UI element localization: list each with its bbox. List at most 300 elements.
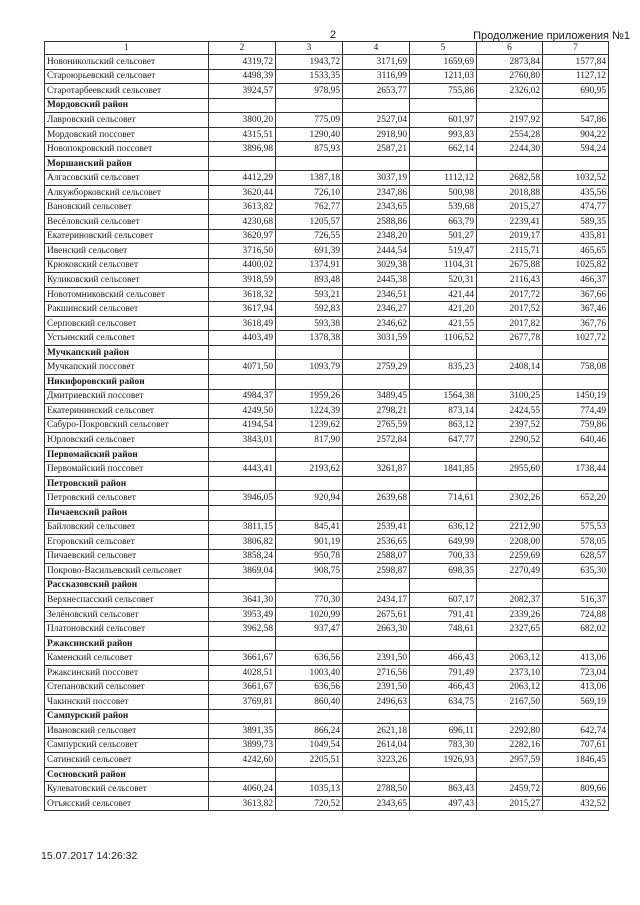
column-header: 7 xyxy=(543,42,609,55)
district-name: Мучкапский район xyxy=(45,345,209,360)
empty-cell xyxy=(477,636,543,651)
value-cell: 783,30 xyxy=(410,738,477,753)
table-row xyxy=(45,389,609,404)
value-cell: 2424,55 xyxy=(477,404,543,419)
value-cell: 3869,04 xyxy=(209,564,276,579)
value-cell: 466,43 xyxy=(410,680,477,695)
column-header: 4 xyxy=(343,42,410,55)
table-row xyxy=(45,651,609,666)
settlement-name: Каменский сельсовет xyxy=(45,651,209,666)
value-cell: 539,68 xyxy=(410,200,477,215)
empty-cell xyxy=(543,505,609,520)
value-cell: 647,77 xyxy=(410,433,477,448)
empty-cell xyxy=(343,156,410,171)
value-cell: 698,35 xyxy=(410,564,477,579)
value-cell: 2302,26 xyxy=(477,491,543,506)
district-name: Сосновский район xyxy=(45,767,209,782)
empty-cell xyxy=(543,476,609,491)
value-cell: 367,66 xyxy=(543,287,609,302)
value-cell: 652,20 xyxy=(543,491,609,506)
empty-cell xyxy=(343,709,410,724)
value-cell: 2397,52 xyxy=(477,418,543,433)
value-cell: 3918,59 xyxy=(209,273,276,288)
value-cell: 3924,57 xyxy=(209,84,276,99)
value-cell: 723,04 xyxy=(543,665,609,680)
value-cell: 2018,88 xyxy=(477,185,543,200)
empty-cell xyxy=(543,636,609,651)
district-name: Никифоровский район xyxy=(45,375,209,390)
column-header: 1 xyxy=(45,42,209,55)
print-timestamp: 15.07.2017 14:26:32 xyxy=(41,850,138,862)
settlement-name: Егоровский сельсовет xyxy=(45,535,209,550)
value-cell: 3641,30 xyxy=(209,593,276,608)
settlement-name: Степановский сельсовет xyxy=(45,680,209,695)
value-cell: 1374,91 xyxy=(276,258,343,273)
settlement-name: Сампурский сельсовет xyxy=(45,738,209,753)
empty-cell xyxy=(543,767,609,782)
table-row xyxy=(45,185,609,200)
empty-cell xyxy=(276,447,343,462)
value-cell: 2434,17 xyxy=(343,593,410,608)
settlement-name: Сатинский сельсовет xyxy=(45,753,209,768)
data-table xyxy=(44,41,609,811)
empty-cell xyxy=(276,345,343,360)
value-cell: 2716,56 xyxy=(343,665,410,680)
value-cell: 2639,68 xyxy=(343,491,410,506)
value-cell: 2588,86 xyxy=(343,215,410,230)
empty-cell xyxy=(477,578,543,593)
column-header: 5 xyxy=(410,42,477,55)
settlement-name: Дмитриевский поссовет xyxy=(45,389,209,404)
settlement-name: Чакинский поссовет xyxy=(45,695,209,710)
settlement-name: Вановский сельсовет xyxy=(45,200,209,215)
value-cell: 3620,44 xyxy=(209,185,276,200)
value-cell: 817,90 xyxy=(276,433,343,448)
value-cell: 2408,14 xyxy=(477,360,543,375)
value-cell: 636,12 xyxy=(410,520,477,535)
settlement-name: Алгасовский сельсовет xyxy=(45,171,209,186)
value-cell: 904,22 xyxy=(543,127,609,142)
empty-cell xyxy=(343,375,410,390)
empty-cell xyxy=(209,447,276,462)
value-cell: 1387,18 xyxy=(276,171,343,186)
value-cell: 726,10 xyxy=(276,185,343,200)
value-cell: 1104,31 xyxy=(410,258,477,273)
value-cell: 2765,59 xyxy=(343,418,410,433)
settlement-name: Новоникольский сельсовет xyxy=(45,55,209,70)
value-cell: 2082,37 xyxy=(477,593,543,608)
value-cell: 759,86 xyxy=(543,418,609,433)
value-cell: 1003,40 xyxy=(276,665,343,680)
value-cell: 2496,63 xyxy=(343,695,410,710)
table-row xyxy=(45,782,609,797)
table-row xyxy=(45,273,609,288)
settlement-name: Мордовский поссовет xyxy=(45,127,209,142)
table-row xyxy=(45,244,609,259)
value-cell: 2270,49 xyxy=(477,564,543,579)
value-cell: 748,61 xyxy=(410,622,477,637)
value-cell: 636,56 xyxy=(276,651,343,666)
value-cell: 2343,65 xyxy=(343,796,410,811)
table-row xyxy=(45,680,609,695)
empty-cell xyxy=(477,156,543,171)
value-cell: 4319,72 xyxy=(209,55,276,70)
settlement-name: Новопокровский поссовет xyxy=(45,142,209,157)
value-cell: 4403,49 xyxy=(209,331,276,346)
value-cell: 634,75 xyxy=(410,695,477,710)
empty-cell xyxy=(410,709,477,724)
empty-cell xyxy=(209,156,276,171)
empty-cell xyxy=(410,447,477,462)
empty-cell xyxy=(343,476,410,491)
value-cell: 1127,12 xyxy=(543,69,609,84)
empty-cell xyxy=(209,578,276,593)
value-cell: 920,94 xyxy=(276,491,343,506)
table-row xyxy=(45,69,609,84)
table-row xyxy=(45,549,609,564)
value-cell: 2063,12 xyxy=(477,680,543,695)
value-cell: 1211,03 xyxy=(410,69,477,84)
value-cell: 2675,88 xyxy=(477,258,543,273)
value-cell: 3716,50 xyxy=(209,244,276,259)
value-cell: 866,24 xyxy=(276,724,343,739)
empty-cell xyxy=(276,476,343,491)
settlement-name: Верхнеспасский сельсовет xyxy=(45,593,209,608)
value-cell: 2614,04 xyxy=(343,738,410,753)
value-cell: 2017,82 xyxy=(477,316,543,331)
value-cell: 2621,18 xyxy=(343,724,410,739)
value-cell: 2015,27 xyxy=(477,200,543,215)
value-cell: 2444,54 xyxy=(343,244,410,259)
value-cell: 4071,50 xyxy=(209,360,276,375)
settlement-name: Ивенский сельсовет xyxy=(45,244,209,259)
value-cell: 2445,38 xyxy=(343,273,410,288)
table-row xyxy=(45,753,609,768)
district-header-row xyxy=(45,98,609,113)
value-cell: 690,95 xyxy=(543,84,609,99)
value-cell: 774,49 xyxy=(543,404,609,419)
value-cell: 2598,87 xyxy=(343,564,410,579)
value-cell: 860,40 xyxy=(276,695,343,710)
value-cell: 1049,54 xyxy=(276,738,343,753)
settlement-name: Покрово-Васильевский сельсовет xyxy=(45,564,209,579)
value-cell: 863,43 xyxy=(410,782,477,797)
table-row xyxy=(45,171,609,186)
value-cell: 700,33 xyxy=(410,549,477,564)
empty-cell xyxy=(543,578,609,593)
value-cell: 474,77 xyxy=(543,200,609,215)
empty-cell xyxy=(410,98,477,113)
value-cell: 1533,35 xyxy=(276,69,343,84)
value-cell: 367,76 xyxy=(543,316,609,331)
value-cell: 2292,80 xyxy=(477,724,543,739)
settlement-name: Петровский сельсовет xyxy=(45,491,209,506)
value-cell: 589,35 xyxy=(543,215,609,230)
value-cell: 3858,24 xyxy=(209,549,276,564)
value-cell: 2212,90 xyxy=(477,520,543,535)
value-cell: 3171,69 xyxy=(343,55,410,70)
settlement-name: Серповский сельсовет xyxy=(45,316,209,331)
value-cell: 642,74 xyxy=(543,724,609,739)
value-cell: 2343,65 xyxy=(343,200,410,215)
value-cell: 893,48 xyxy=(276,273,343,288)
district-header-row xyxy=(45,375,609,390)
value-cell: 726,55 xyxy=(276,229,343,244)
value-cell: 1106,52 xyxy=(410,331,477,346)
value-cell: 3769,81 xyxy=(209,695,276,710)
settlement-name: Устьинский сельсовет xyxy=(45,331,209,346)
table-row xyxy=(45,491,609,506)
district-name: Ржаксинский район xyxy=(45,636,209,651)
empty-cell xyxy=(209,345,276,360)
value-cell: 578,05 xyxy=(543,535,609,550)
value-cell: 2459,72 xyxy=(477,782,543,797)
empty-cell xyxy=(209,767,276,782)
value-cell: 592,83 xyxy=(276,302,343,317)
empty-cell xyxy=(543,447,609,462)
value-cell: 3037,19 xyxy=(343,171,410,186)
empty-cell xyxy=(543,345,609,360)
value-cell: 1846,45 xyxy=(543,753,609,768)
table-row xyxy=(45,433,609,448)
empty-cell xyxy=(410,345,477,360)
table-body xyxy=(45,55,609,811)
value-cell: 4249,50 xyxy=(209,404,276,419)
value-cell: 1027,72 xyxy=(543,331,609,346)
district-header-row xyxy=(45,767,609,782)
value-cell: 2193,62 xyxy=(276,462,343,477)
value-cell: 3613,82 xyxy=(209,200,276,215)
table-row xyxy=(45,229,609,244)
value-cell: 1959,26 xyxy=(276,389,343,404)
table-row xyxy=(45,331,609,346)
table-row xyxy=(45,695,609,710)
district-name: Моршанский район xyxy=(45,156,209,171)
value-cell: 2653,77 xyxy=(343,84,410,99)
value-cell: 1738,44 xyxy=(543,462,609,477)
continuation-caption: Продолжение приложения №1 xyxy=(473,30,630,42)
value-cell: 594,24 xyxy=(543,142,609,157)
empty-cell xyxy=(477,505,543,520)
value-cell: 755,86 xyxy=(410,84,477,99)
value-cell: 2244,30 xyxy=(477,142,543,157)
settlement-name: Староюрьевский сельсовет xyxy=(45,69,209,84)
value-cell: 2788,50 xyxy=(343,782,410,797)
value-cell: 2587,21 xyxy=(343,142,410,157)
empty-cell xyxy=(343,578,410,593)
settlement-name: Весёловский сельсовет xyxy=(45,215,209,230)
empty-cell xyxy=(276,98,343,113)
value-cell: 2205,51 xyxy=(276,753,343,768)
empty-cell xyxy=(410,375,477,390)
value-cell: 1450,19 xyxy=(543,389,609,404)
table-row xyxy=(45,462,609,477)
value-cell: 497,43 xyxy=(410,796,477,811)
empty-cell xyxy=(543,98,609,113)
value-cell: 2339,26 xyxy=(477,607,543,622)
settlement-name: Байловский сельсовет xyxy=(45,520,209,535)
table-row xyxy=(45,258,609,273)
value-cell: 2759,29 xyxy=(343,360,410,375)
settlement-name: Лавровский сельсовет xyxy=(45,113,209,128)
value-cell: 2572,84 xyxy=(343,433,410,448)
empty-cell xyxy=(343,505,410,520)
settlement-name: Сабуро-Покровский сельсовет xyxy=(45,418,209,433)
value-cell: 1032,52 xyxy=(543,171,609,186)
value-cell: 4242,60 xyxy=(209,753,276,768)
district-header-row xyxy=(45,636,609,651)
empty-cell xyxy=(276,505,343,520)
value-cell: 421,20 xyxy=(410,302,477,317)
value-cell: 601,97 xyxy=(410,113,477,128)
value-cell: 4984,37 xyxy=(209,389,276,404)
value-cell: 628,57 xyxy=(543,549,609,564)
value-cell: 2682,58 xyxy=(477,171,543,186)
empty-cell xyxy=(410,578,477,593)
value-cell: 4194,54 xyxy=(209,418,276,433)
value-cell: 2347,86 xyxy=(343,185,410,200)
value-cell: 3946,05 xyxy=(209,491,276,506)
empty-cell xyxy=(343,345,410,360)
value-cell: 2239,41 xyxy=(477,215,543,230)
value-cell: 1224,39 xyxy=(276,404,343,419)
table-row xyxy=(45,287,609,302)
empty-cell xyxy=(276,578,343,593)
value-cell: 2955,60 xyxy=(477,462,543,477)
value-cell: 2391,50 xyxy=(343,651,410,666)
value-cell: 3116,99 xyxy=(343,69,410,84)
value-cell: 3806,82 xyxy=(209,535,276,550)
value-cell: 640,46 xyxy=(543,433,609,448)
value-cell: 1112,12 xyxy=(410,171,477,186)
value-cell: 3962,58 xyxy=(209,622,276,637)
value-cell: 607,17 xyxy=(410,593,477,608)
empty-cell xyxy=(276,156,343,171)
value-cell: 1239,62 xyxy=(276,418,343,433)
value-cell: 3811,15 xyxy=(209,520,276,535)
settlement-name: Юрловский сельсовет xyxy=(45,433,209,448)
value-cell: 2197,92 xyxy=(477,113,543,128)
value-cell: 873,14 xyxy=(410,404,477,419)
value-cell: 2116,43 xyxy=(477,273,543,288)
value-cell: 863,12 xyxy=(410,418,477,433)
value-cell: 1659,69 xyxy=(410,55,477,70)
value-cell: 791,49 xyxy=(410,665,477,680)
value-cell: 466,37 xyxy=(543,273,609,288)
district-name: Рассказовский район xyxy=(45,578,209,593)
settlement-name: Первомайский поссовет xyxy=(45,462,209,477)
value-cell: 466,43 xyxy=(410,651,477,666)
value-cell: 845,41 xyxy=(276,520,343,535)
settlement-name: Ракшинский сельсовет xyxy=(45,302,209,317)
empty-cell xyxy=(543,156,609,171)
value-cell: 1290,40 xyxy=(276,127,343,142)
value-cell: 3891,35 xyxy=(209,724,276,739)
value-cell: 696,11 xyxy=(410,724,477,739)
value-cell: 465,65 xyxy=(543,244,609,259)
value-cell: 3489,45 xyxy=(343,389,410,404)
value-cell: 3613,82 xyxy=(209,796,276,811)
settlement-name: Зелёновский сельсовет xyxy=(45,607,209,622)
value-cell: 1926,93 xyxy=(410,753,477,768)
settlement-name: Куликовский сельсовет xyxy=(45,273,209,288)
value-cell: 516,37 xyxy=(543,593,609,608)
table-row xyxy=(45,84,609,99)
value-cell: 875,93 xyxy=(276,142,343,157)
value-cell: 3661,67 xyxy=(209,651,276,666)
district-header-row xyxy=(45,476,609,491)
value-cell: 2017,72 xyxy=(477,287,543,302)
value-cell: 3618,32 xyxy=(209,287,276,302)
table-row xyxy=(45,200,609,215)
value-cell: 2282,16 xyxy=(477,738,543,753)
value-cell: 367,46 xyxy=(543,302,609,317)
table-row xyxy=(45,316,609,331)
empty-cell xyxy=(477,375,543,390)
value-cell: 1025,82 xyxy=(543,258,609,273)
value-cell: 2663,30 xyxy=(343,622,410,637)
district-header-row xyxy=(45,505,609,520)
empty-cell xyxy=(276,767,343,782)
empty-cell xyxy=(410,767,477,782)
empty-cell xyxy=(209,375,276,390)
value-cell: 809,66 xyxy=(543,782,609,797)
column-header: 3 xyxy=(276,42,343,55)
value-cell: 2760,80 xyxy=(477,69,543,84)
value-cell: 3223,26 xyxy=(343,753,410,768)
table-row xyxy=(45,520,609,535)
empty-cell xyxy=(343,636,410,651)
value-cell: 2063,12 xyxy=(477,651,543,666)
district-name: Петровский район xyxy=(45,476,209,491)
value-cell: 3617,94 xyxy=(209,302,276,317)
district-name: Первомайский район xyxy=(45,447,209,462)
value-cell: 707,61 xyxy=(543,738,609,753)
value-cell: 3953,49 xyxy=(209,607,276,622)
value-cell: 2798,21 xyxy=(343,404,410,419)
settlement-name: Пичаевский сельсовет xyxy=(45,549,209,564)
value-cell: 2346,62 xyxy=(343,316,410,331)
value-cell: 432,52 xyxy=(543,796,609,811)
value-cell: 2554,28 xyxy=(477,127,543,142)
value-cell: 1020,99 xyxy=(276,607,343,622)
district-name: Пичаевский район xyxy=(45,505,209,520)
value-cell: 3843,01 xyxy=(209,433,276,448)
value-cell: 2259,69 xyxy=(477,549,543,564)
value-cell: 593,21 xyxy=(276,287,343,302)
empty-cell xyxy=(410,505,477,520)
table-row xyxy=(45,113,609,128)
value-cell: 3899,73 xyxy=(209,738,276,753)
settlement-name: Старотарбеевский сельсовет xyxy=(45,84,209,99)
value-cell: 519,47 xyxy=(410,244,477,259)
value-cell: 908,75 xyxy=(276,564,343,579)
settlement-name: Екатерининский сельсовет xyxy=(45,404,209,419)
empty-cell xyxy=(209,476,276,491)
empty-cell xyxy=(477,767,543,782)
value-cell: 978,95 xyxy=(276,84,343,99)
value-cell: 682,02 xyxy=(543,622,609,637)
table-row xyxy=(45,55,609,70)
column-header: 6 xyxy=(477,42,543,55)
value-cell: 2539,41 xyxy=(343,520,410,535)
table-row xyxy=(45,796,609,811)
value-cell: 2675,61 xyxy=(343,607,410,622)
value-cell: 2015,27 xyxy=(477,796,543,811)
district-name: Сампурский район xyxy=(45,709,209,724)
value-cell: 993,83 xyxy=(410,127,477,142)
value-cell: 2527,04 xyxy=(343,113,410,128)
